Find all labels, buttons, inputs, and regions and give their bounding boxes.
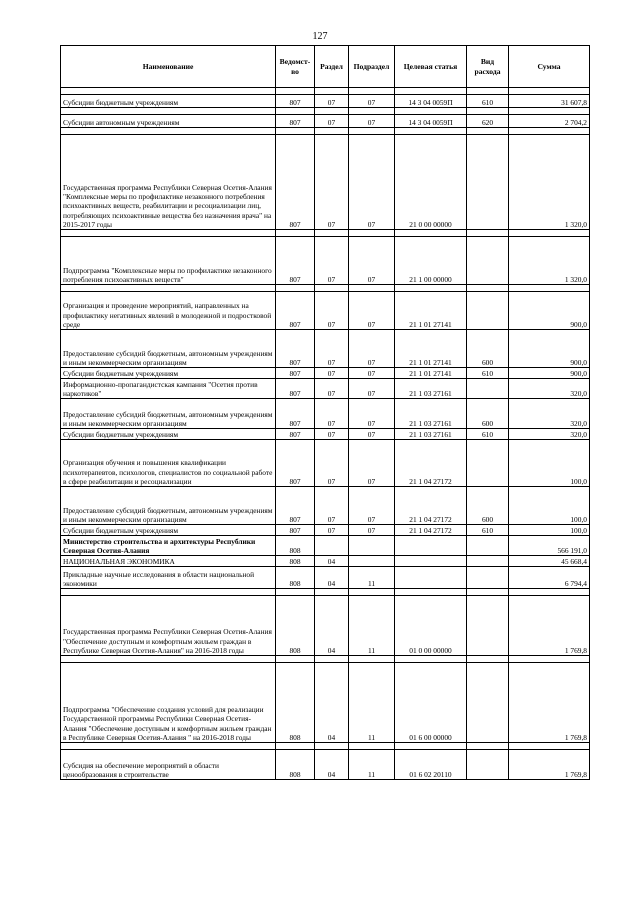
spacer-cell bbox=[395, 656, 467, 663]
spacer-cell bbox=[276, 589, 315, 596]
cell-tselevaya: 14 3 04 0059П bbox=[395, 95, 467, 108]
cell-summa: 6 794,4 bbox=[509, 567, 590, 589]
cell-ved: 807 bbox=[276, 135, 315, 230]
spacer-cell bbox=[395, 108, 467, 115]
header-ved: Ведомст-во bbox=[276, 46, 315, 88]
spacer-cell bbox=[467, 285, 509, 292]
cell-name: Организация и проведение мероприятий, направленных на профилактику негативных явлений в молодежной и подростковой среде bbox=[61, 292, 276, 330]
spacer-cell bbox=[509, 656, 590, 663]
cell-podrazdel: 07 bbox=[349, 399, 395, 429]
cell-name: Прикладные научные исследования в области национальной экономики bbox=[61, 567, 276, 589]
cell-tselevaya: 21 1 01 27141 bbox=[395, 292, 467, 330]
cell-podrazdel: 11 bbox=[349, 596, 395, 656]
table-row bbox=[61, 135, 590, 230]
spacer-cell bbox=[349, 128, 395, 135]
cell-ved: 807 bbox=[276, 429, 315, 440]
spacer-cell bbox=[349, 108, 395, 115]
cell-name: Государственная программа Республики Северная Осетия-Алания "Комплексные меры по профилактике незаконного потребления психоактивных веществ, реабилитации и ресоциализации лиц, потребляющих психоактивные вещества без назначения врача" на 2015-2017 годы bbox=[61, 135, 276, 230]
spacer-cell bbox=[395, 88, 467, 95]
cell-ved: 808 bbox=[276, 556, 315, 567]
cell-vid bbox=[467, 292, 509, 330]
spacer-cell bbox=[61, 230, 276, 237]
table-row bbox=[61, 487, 590, 525]
cell-podrazdel: 07 bbox=[349, 525, 395, 536]
header-razdel: Раздел bbox=[315, 46, 349, 88]
table-row bbox=[61, 596, 590, 656]
cell-name: Подпрограмма "Обеспечение создания условий для реализации Государственной программы Республики Северная Осетия-Алания "Обеспечение доступным и комфортным жильем граждан в Республике Северная Осетия-Алания " на 2016-2018 годы bbox=[61, 663, 276, 743]
spacer-cell bbox=[315, 285, 349, 292]
spacer-cell bbox=[395, 589, 467, 596]
table-spacer-row bbox=[61, 230, 590, 237]
spacer-cell bbox=[509, 230, 590, 237]
cell-tselevaya: 21 1 01 27141 bbox=[395, 368, 467, 379]
cell-podrazdel: 07 bbox=[349, 429, 395, 440]
cell-vid bbox=[467, 536, 509, 556]
cell-ved: 807 bbox=[276, 525, 315, 536]
cell-summa: 100,0 bbox=[509, 525, 590, 536]
spacer-cell bbox=[467, 230, 509, 237]
cell-razdel: 07 bbox=[315, 440, 349, 487]
spacer-cell bbox=[315, 128, 349, 135]
cell-name: НАЦИОНАЛЬНАЯ ЭКОНОМИКА bbox=[61, 556, 276, 567]
spacer-cell bbox=[349, 230, 395, 237]
cell-tselevaya: 21 1 04 27172 bbox=[395, 440, 467, 487]
cell-ved: 808 bbox=[276, 596, 315, 656]
spacer-cell bbox=[509, 285, 590, 292]
spacer-cell bbox=[315, 589, 349, 596]
cell-summa: 1 320,0 bbox=[509, 237, 590, 285]
cell-ved: 807 bbox=[276, 368, 315, 379]
table-row bbox=[61, 237, 590, 285]
cell-ved: 807 bbox=[276, 237, 315, 285]
spacer-cell bbox=[395, 230, 467, 237]
cell-summa: 320,0 bbox=[509, 379, 590, 399]
cell-vid: 600 bbox=[467, 487, 509, 525]
budget-table bbox=[60, 45, 590, 780]
spacer-cell bbox=[276, 285, 315, 292]
table-spacer-row bbox=[61, 656, 590, 663]
cell-tselevaya bbox=[395, 536, 467, 556]
cell-summa: 1 769,8 bbox=[509, 750, 590, 780]
cell-tselevaya: 21 1 04 27172 bbox=[395, 525, 467, 536]
cell-vid: 620 bbox=[467, 115, 509, 128]
table-row bbox=[61, 750, 590, 780]
spacer-cell bbox=[467, 656, 509, 663]
table-row bbox=[61, 525, 590, 536]
cell-name: Предоставление субсидий бюджетным, автономным учреждениям и иным некоммерческим организациям bbox=[61, 399, 276, 429]
cell-podrazdel bbox=[349, 536, 395, 556]
cell-ved: 807 bbox=[276, 95, 315, 108]
cell-ved: 807 bbox=[276, 292, 315, 330]
cell-podrazdel: 07 bbox=[349, 440, 395, 487]
cell-tselevaya: 21 0 00 00000 bbox=[395, 135, 467, 230]
cell-podrazdel: 11 bbox=[349, 750, 395, 780]
spacer-cell bbox=[61, 108, 276, 115]
spacer-cell bbox=[61, 743, 276, 750]
cell-summa: 900,0 bbox=[509, 330, 590, 368]
spacer-cell bbox=[315, 743, 349, 750]
table-row bbox=[61, 536, 590, 556]
cell-vid bbox=[467, 379, 509, 399]
cell-razdel: 04 bbox=[315, 663, 349, 743]
cell-name: Предоставление субсидий бюджетным, автономным учреждениям и иным некоммерческим организациям bbox=[61, 487, 276, 525]
cell-ved: 807 bbox=[276, 440, 315, 487]
cell-razdel: 07 bbox=[315, 237, 349, 285]
cell-razdel: 07 bbox=[315, 368, 349, 379]
table-row bbox=[61, 440, 590, 487]
cell-ved: 808 bbox=[276, 750, 315, 780]
cell-razdel: 07 bbox=[315, 379, 349, 399]
table-spacer-row bbox=[61, 88, 590, 95]
cell-razdel: 07 bbox=[315, 525, 349, 536]
spacer-cell bbox=[349, 656, 395, 663]
spacer-cell bbox=[467, 128, 509, 135]
cell-tselevaya: 21 1 03 27161 bbox=[395, 379, 467, 399]
cell-name: Предоставление субсидий бюджетным, автономным учреждениям и иным некоммерческим организациям bbox=[61, 330, 276, 368]
cell-podrazdel: 11 bbox=[349, 567, 395, 589]
header-vid: Вид расхода bbox=[467, 46, 509, 88]
cell-razdel: 07 bbox=[315, 115, 349, 128]
cell-razdel bbox=[315, 536, 349, 556]
cell-name: Министерство строительства и архитектуры Республики Северная Осетия-Алания bbox=[61, 536, 276, 556]
cell-name: Государственная программа Республики Северная Осетия-Алания "Обеспечение доступным и комфортным жильем граждан в Республике Северная Осетия-Алания" на 2016-2018 годы bbox=[61, 596, 276, 656]
table-row bbox=[61, 379, 590, 399]
cell-ved: 807 bbox=[276, 379, 315, 399]
cell-podrazdel bbox=[349, 556, 395, 567]
table-row bbox=[61, 95, 590, 108]
cell-summa: 320,0 bbox=[509, 399, 590, 429]
cell-ved: 807 bbox=[276, 330, 315, 368]
spacer-cell bbox=[509, 743, 590, 750]
header-summa: Сумма bbox=[509, 46, 590, 88]
cell-tselevaya: 01 6 00 00000 bbox=[395, 663, 467, 743]
spacer-cell bbox=[349, 743, 395, 750]
cell-podrazdel: 07 bbox=[349, 135, 395, 230]
cell-razdel: 07 bbox=[315, 135, 349, 230]
spacer-cell bbox=[276, 743, 315, 750]
spacer-cell bbox=[61, 589, 276, 596]
cell-tselevaya: 01 6 02 20110 bbox=[395, 750, 467, 780]
spacer-cell bbox=[467, 589, 509, 596]
cell-tselevaya: 01 0 00 00000 bbox=[395, 596, 467, 656]
cell-razdel: 04 bbox=[315, 750, 349, 780]
spacer-cell bbox=[395, 285, 467, 292]
cell-vid: 610 bbox=[467, 368, 509, 379]
cell-name: Субсидии бюджетным учреждениям bbox=[61, 525, 276, 536]
cell-vid bbox=[467, 663, 509, 743]
table-row bbox=[61, 399, 590, 429]
cell-vid: 600 bbox=[467, 399, 509, 429]
cell-tselevaya: 14 3 04 0059П bbox=[395, 115, 467, 128]
spacer-cell bbox=[395, 743, 467, 750]
table-body bbox=[61, 88, 590, 780]
cell-razdel: 07 bbox=[315, 487, 349, 525]
cell-ved: 808 bbox=[276, 663, 315, 743]
cell-summa: 900,0 bbox=[509, 292, 590, 330]
cell-summa: 2 704,2 bbox=[509, 115, 590, 128]
cell-ved: 807 bbox=[276, 115, 315, 128]
cell-podrazdel: 11 bbox=[349, 663, 395, 743]
cell-tselevaya: 21 1 01 27141 bbox=[395, 330, 467, 368]
cell-razdel: 07 bbox=[315, 399, 349, 429]
table-spacer-row bbox=[61, 108, 590, 115]
cell-vid bbox=[467, 440, 509, 487]
spacer-cell bbox=[276, 128, 315, 135]
cell-razdel: 07 bbox=[315, 292, 349, 330]
cell-name: Подпрограмма "Комплексные меры по профилактике незаконного потребления психоактивных веществ" bbox=[61, 237, 276, 285]
header-podrazdel: Подраздел bbox=[349, 46, 395, 88]
header-name: Наименование bbox=[61, 46, 276, 88]
cell-tselevaya: 21 1 03 27161 bbox=[395, 399, 467, 429]
cell-vid: 610 bbox=[467, 525, 509, 536]
cell-tselevaya bbox=[395, 567, 467, 589]
spacer-cell bbox=[61, 88, 276, 95]
table-header-row bbox=[61, 46, 590, 88]
table-row bbox=[61, 292, 590, 330]
spacer-cell bbox=[509, 589, 590, 596]
cell-ved: 808 bbox=[276, 536, 315, 556]
table-row bbox=[61, 115, 590, 128]
cell-summa: 31 607,8 bbox=[509, 95, 590, 108]
cell-name: Информационно-пропагандистская кампания "Осетия против наркотиков" bbox=[61, 379, 276, 399]
cell-summa: 1 320,0 bbox=[509, 135, 590, 230]
table-row bbox=[61, 556, 590, 567]
cell-vid bbox=[467, 567, 509, 589]
cell-tselevaya: 21 1 04 27172 bbox=[395, 487, 467, 525]
cell-ved: 807 bbox=[276, 487, 315, 525]
cell-podrazdel: 07 bbox=[349, 379, 395, 399]
spacer-cell bbox=[315, 656, 349, 663]
spacer-cell bbox=[467, 743, 509, 750]
cell-ved: 807 bbox=[276, 399, 315, 429]
spacer-cell bbox=[61, 285, 276, 292]
cell-podrazdel: 07 bbox=[349, 292, 395, 330]
table-row bbox=[61, 330, 590, 368]
cell-name: Субсидии бюджетным учреждениям bbox=[61, 429, 276, 440]
spacer-cell bbox=[315, 88, 349, 95]
table-spacer-row bbox=[61, 589, 590, 596]
cell-summa: 45 668,4 bbox=[509, 556, 590, 567]
cell-tselevaya bbox=[395, 556, 467, 567]
table-row bbox=[61, 429, 590, 440]
cell-podrazdel: 07 bbox=[349, 368, 395, 379]
cell-vid bbox=[467, 237, 509, 285]
spacer-cell bbox=[315, 108, 349, 115]
spacer-cell bbox=[61, 128, 276, 135]
spacer-cell bbox=[349, 589, 395, 596]
cell-summa: 900,0 bbox=[509, 368, 590, 379]
cell-podrazdel: 07 bbox=[349, 487, 395, 525]
spacer-cell bbox=[467, 88, 509, 95]
cell-summa: 100,0 bbox=[509, 440, 590, 487]
cell-podrazdel: 07 bbox=[349, 95, 395, 108]
spacer-cell bbox=[276, 108, 315, 115]
cell-razdel: 07 bbox=[315, 95, 349, 108]
cell-razdel: 04 bbox=[315, 567, 349, 589]
spacer-cell bbox=[509, 128, 590, 135]
cell-name: Субсидии бюджетным учреждениям bbox=[61, 95, 276, 108]
table-spacer-row bbox=[61, 128, 590, 135]
spacer-cell bbox=[509, 108, 590, 115]
spacer-cell bbox=[395, 128, 467, 135]
spacer-cell bbox=[61, 656, 276, 663]
table-row bbox=[61, 567, 590, 589]
page-number: 127 bbox=[312, 31, 328, 42]
spacer-cell bbox=[276, 88, 315, 95]
spacer-cell bbox=[349, 88, 395, 95]
spacer-cell bbox=[276, 230, 315, 237]
cell-ved: 808 bbox=[276, 567, 315, 589]
spacer-cell bbox=[349, 285, 395, 292]
cell-vid: 610 bbox=[467, 95, 509, 108]
cell-podrazdel: 07 bbox=[349, 115, 395, 128]
cell-name: Организация обучения и повышения квалификации психотерапевтов, психологов, специалистов по социальной работе в сфере реабилитации и ресоциализации bbox=[61, 440, 276, 487]
cell-summa: 320,0 bbox=[509, 429, 590, 440]
cell-razdel: 07 bbox=[315, 330, 349, 368]
cell-vid bbox=[467, 556, 509, 567]
spacer-cell bbox=[509, 88, 590, 95]
spacer-cell bbox=[315, 230, 349, 237]
cell-vid: 600 bbox=[467, 330, 509, 368]
cell-razdel: 07 bbox=[315, 429, 349, 440]
cell-vid bbox=[467, 135, 509, 230]
spacer-cell bbox=[467, 108, 509, 115]
table-spacer-row bbox=[61, 285, 590, 292]
cell-summa: 1 769,8 bbox=[509, 663, 590, 743]
spacer-cell bbox=[276, 656, 315, 663]
cell-name: Субсидии автономным учреждениям bbox=[61, 115, 276, 128]
table-row bbox=[61, 368, 590, 379]
header-tselevaya: Целевая статья bbox=[395, 46, 467, 88]
cell-summa: 1 769,8 bbox=[509, 596, 590, 656]
cell-tselevaya: 21 1 03 27161 bbox=[395, 429, 467, 440]
cell-razdel: 04 bbox=[315, 556, 349, 567]
cell-name: Субсидия на обеспечение мероприятий в области ценообразования в строительстве bbox=[61, 750, 276, 780]
cell-podrazdel: 07 bbox=[349, 330, 395, 368]
cell-razdel: 04 bbox=[315, 596, 349, 656]
cell-summa: 566 191,0 bbox=[509, 536, 590, 556]
cell-vid: 610 bbox=[467, 429, 509, 440]
cell-tselevaya: 21 1 00 00000 bbox=[395, 237, 467, 285]
table-spacer-row bbox=[61, 743, 590, 750]
cell-name: Субсидии бюджетным учреждениям bbox=[61, 368, 276, 379]
cell-vid bbox=[467, 750, 509, 780]
cell-summa: 100,0 bbox=[509, 487, 590, 525]
cell-podrazdel: 07 bbox=[349, 237, 395, 285]
table-row bbox=[61, 663, 590, 743]
cell-vid bbox=[467, 596, 509, 656]
